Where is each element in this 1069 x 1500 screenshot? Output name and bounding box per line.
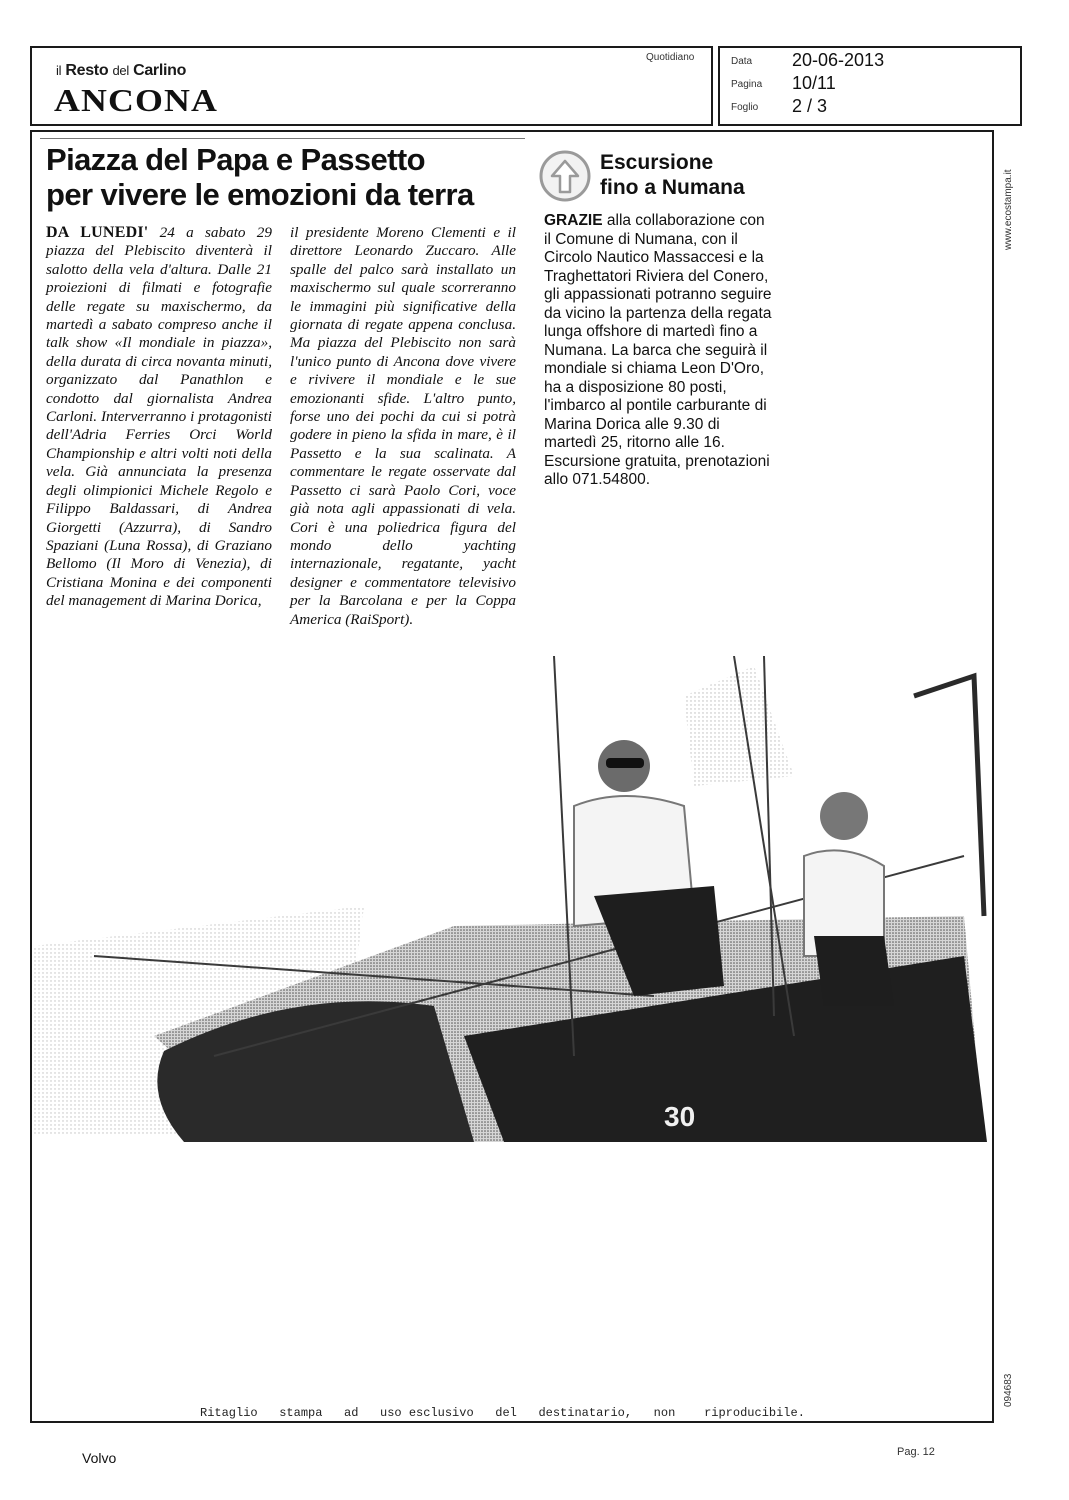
sheet-value: 2 / 3: [792, 96, 828, 116]
article-headline: Piazza del Papa e Passetto per vivere le emozioni da terra: [46, 142, 474, 212]
sheet-label: Foglio: [731, 102, 759, 113]
article-column-2: il presidente Moreno Clementi e il direttore Leonardo Zuccaro. Alle spalle del palco sarà installato un maxischermo sul quale scorreranno le immagini più significative della giornata di regate appena conclusa. Ma piazza del Plebiscito non sarà l'unico punto di Ancona dove vivere e rivivere il mondiale e le sue emozionanti sfide. L'altro punto, forse uno dei pochi da cui si potrà godere in pieno la sfida in mare, è il Passetto e la sua scalinata. A commentare le regate osservate dal Passetto ci sarà Paolo Cori, voce già nota agli appassionati di vela. Cori è una poliedrica figura del mondo dello yachting internazionale, regatante, yacht designer e commentatore televisivo per la Barcolana e per la Coppa America (RaiSport).: [290, 224, 516, 628]
side-code: 094683: [1003, 1373, 1014, 1407]
date-label: Data: [731, 56, 753, 67]
sidebar-text: GRAZIE alla collaborazione con il Comune di Numana, con il Circolo Nautico Massaccesi e la Traghettatori Riviera del Conero, gli appassionati potranno seguire da vicino la partenza della regata lunga offshore di martedì fino a Numana. La barca che seguirà il mondiale si chiama Leon D'Oro, ha a disposizione 80 posti, l'imbarco al pontile carburante di Marina Dorica alle 9.30 di martedì 25, ritorno alle 16. Escursione gratuita, prenotazioni allo 071.54800.: [544, 212, 772, 488]
frequency-label: Quotidiano: [646, 52, 695, 63]
regatta-photo: [34, 656, 987, 1142]
arrow-up-icon: [538, 149, 592, 203]
side-url: www.ecostampa.it: [1003, 169, 1014, 250]
sail-number: 30: [664, 1101, 696, 1132]
article-column-1: [46, 224, 272, 611]
sidebar-title: Escursione fino a Numana: [600, 151, 745, 199]
footer-page-number: Pag. 12: [897, 1446, 935, 1458]
date-value: 20-06-2013: [792, 50, 885, 70]
page-label: Pagina: [731, 79, 763, 90]
article-lead: DA LUNEDI': [46, 224, 149, 241]
article-column-1-text: 24 a sabato 29 piazza del Plebiscito diventerà il salotto della vela d'altura. Dalle 21 proiezioni di filmati e fotografie delle regate su maxischermo, da martedì a sabato compreso anche il talk show «Il mondiale in piazza», della durata di circa novanta minuti, organizzato dal Panathlon e condotto dal giornalista Andrea Carloni. Interverranno i protagonisti dell'Adria Ferries Orci World Championship e altri volti noti della vela. Già annunciata la presenza degli olimpionici Michele Regolo e Filippo Baldassari, di Andrea Giorgetti (Azzurra), di Sandro Spaziani (Luna Rossa), di Graziano Bellomo (Il Moro di Venezia), di Cristiana Monina e dei componenti del management di Marina Dorica,: [46, 224, 272, 610]
edition-name: ANCONA: [54, 82, 219, 118]
headline-rule: [40, 138, 525, 139]
newspaper-logo: il Resto del Carlino: [56, 62, 187, 79]
page-value: 10/11: [792, 73, 836, 93]
reproduction-notice: Ritaglio stampa ad uso esclusivo del destinatario, non riproducibile.: [200, 1406, 805, 1420]
footer-client: Volvo: [82, 1450, 117, 1466]
